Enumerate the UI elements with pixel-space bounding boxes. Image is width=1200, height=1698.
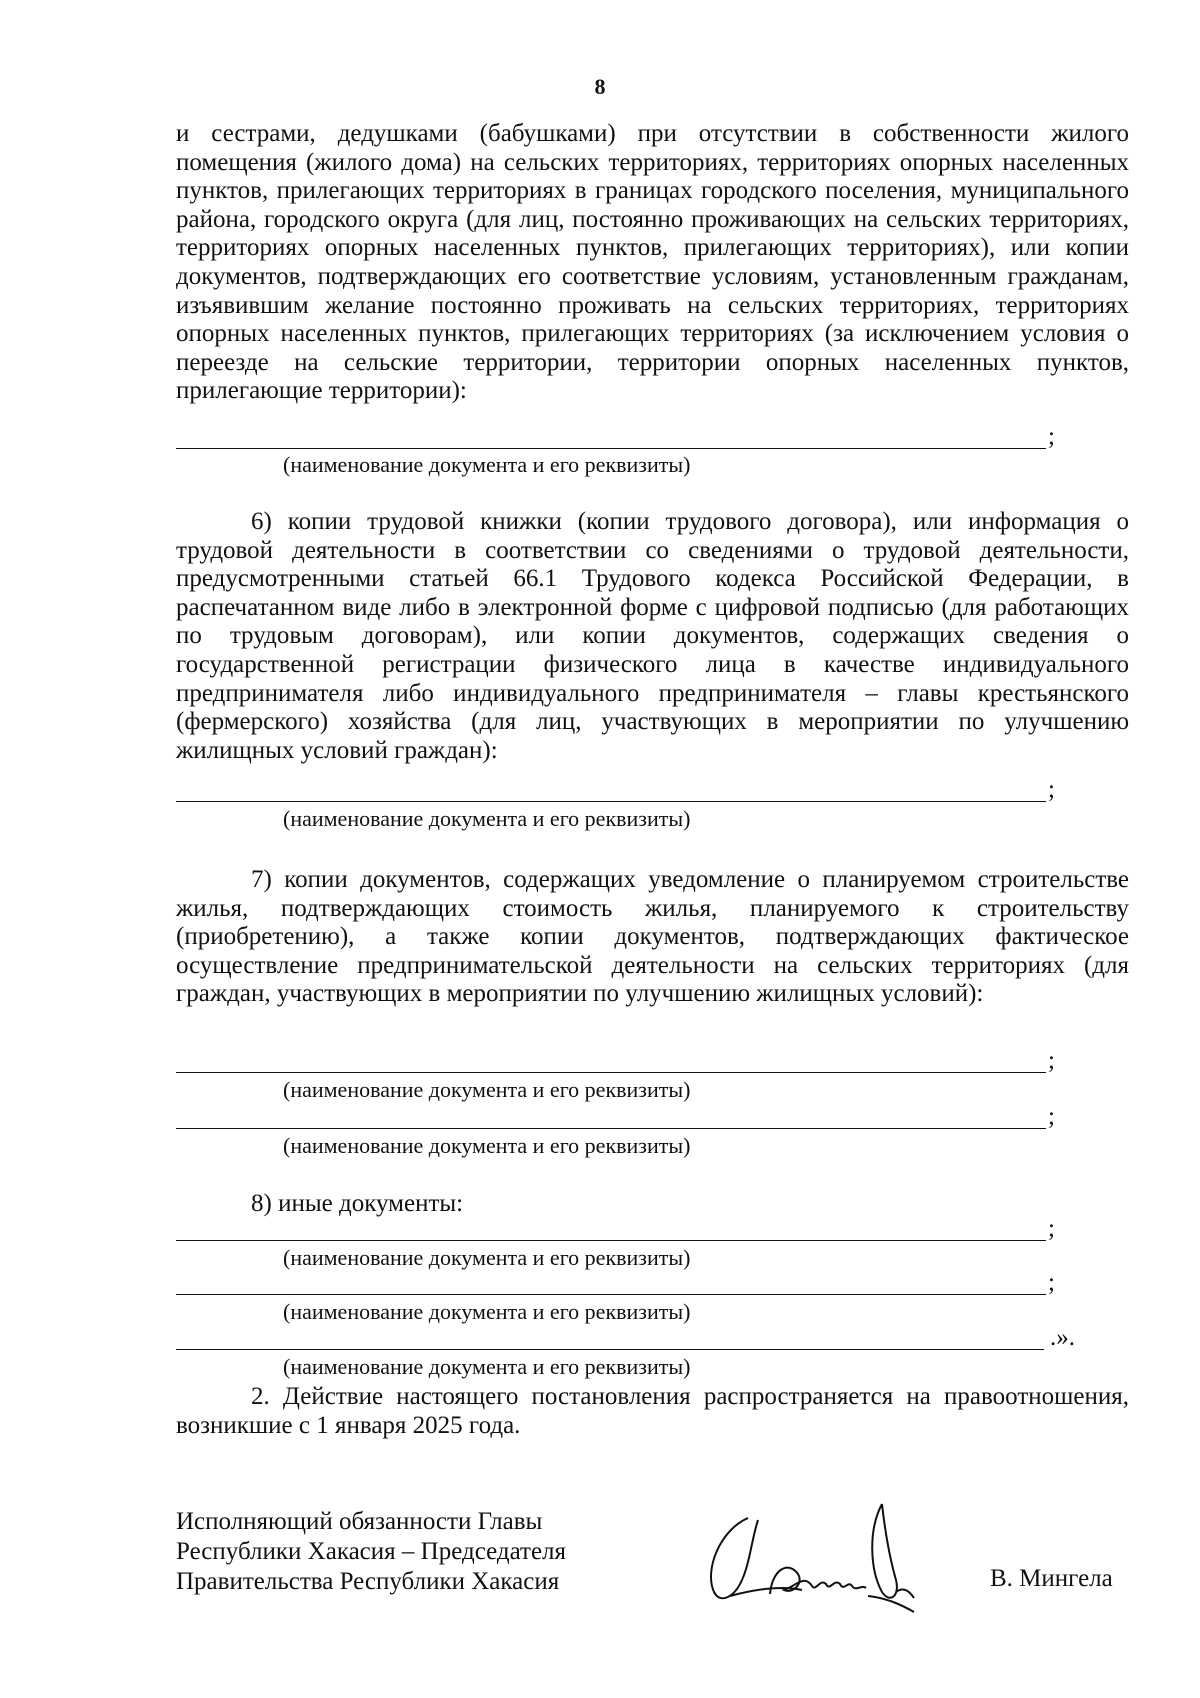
semicolon: ; xyxy=(1048,1103,1055,1130)
paragraph-text: 6) копии трудовой книжки (копии трудового договора), или информация о трудовой деятельности в соответствии со сведениями о трудовой деятельности, предусмотренными статьей 66.1 Трудового кодекса Российской Федерации, в распечатанном виде либо в электронной форме с цифровой подписью (для работающих по трудовым договорам), или копии документов, содержащих сведения о государственной регистрации физического лица в качестве индивидуального предпринимателя либо индивидуального предпринимателя – главы крестьянского (фермерского) хозяйства (для лиц, участвующих в мероприятии по улучшению жилищных условий граждан): xyxy=(176,508,1129,764)
paragraph-item-8 xyxy=(176,1190,1129,1219)
paragraph-text: и сестрами, дедушками (бабушками) при отсутствии в собственности жилого помещения (жилого дома) на сельских территориях, территориях опорных населенных пунктов, прилегающих территориях в границах городского поселения, муниципального района, городского округа (для лиц, постоянно проживающих на сельских территориях, территориях опорных населенных пунктов, прилегающих территориях), или копии документов, подтверждающих его соответствие условиям, установленным гражданам, изъявившим желание постоянно проживать на сельских территориях, территориях опорных населенных пунктов, прилегающих территориях (за исключением условия о переезде на сельские территории, территории опорных населенных пунктов, прилегающие территории): xyxy=(176,120,1129,405)
field-caption: (наименование документа и его реквизиты) xyxy=(283,1133,691,1158)
field-caption: (наименование документа и его реквизиты) xyxy=(283,1245,691,1270)
semicolon: ; xyxy=(1048,1047,1055,1074)
field-caption: (наименование документа и его реквизиты) xyxy=(283,1299,691,1324)
position-line: Исполняющий обязанности Главы xyxy=(176,1508,543,1535)
fill-line xyxy=(176,1294,1046,1295)
signatory-name: В. Мингела xyxy=(990,1565,1113,1592)
handwritten-signature xyxy=(700,1500,930,1615)
semicolon: ; xyxy=(1048,1269,1055,1296)
paragraph-text: 8) иные документы: xyxy=(251,1190,464,1217)
position-line: Правительства Республики Хакасия xyxy=(176,1568,560,1595)
page-number: 8 xyxy=(594,74,606,99)
fill-line xyxy=(176,801,1046,802)
fill-line xyxy=(176,448,1046,449)
fill-line xyxy=(176,1349,1044,1350)
fill-line xyxy=(176,1240,1046,1241)
signatory-position xyxy=(176,1507,566,1597)
fill-line xyxy=(176,1128,1046,1129)
field-caption: (наименование документа и его реквизиты) xyxy=(283,452,691,477)
paragraph-item-6 xyxy=(176,508,1129,765)
field-caption: (наименование документа и его реквизиты) xyxy=(283,1077,691,1102)
field-caption: (наименование документа и его реквизиты) xyxy=(283,1354,691,1379)
paragraph-continuation xyxy=(176,120,1129,406)
paragraph-item-7 xyxy=(176,866,1129,1009)
semicolon: ; xyxy=(1048,1215,1055,1242)
semicolon: ; xyxy=(1048,776,1055,803)
paragraph-text: 2. Действие настоящего постановления распространяется на правоотношения, возникшие с 1 января 2025 года. xyxy=(176,1383,1129,1439)
fill-line xyxy=(176,1072,1046,1073)
closing-mark: .». xyxy=(1050,1324,1075,1351)
paragraph-text: 7) копии документов, содержащих уведомление о планируемом строительстве жилья, подтверждающих стоимость жилья, планируемого к строительству (приобретению), а также копии документов, подтверждающих фактическое осуществление предпринимательской деятельности на сельских территориях (для граждан, участвующих в мероприятии по улучшению жилищных условий): xyxy=(176,866,1129,1008)
position-line: Республики Хакасия – Председателя xyxy=(176,1538,567,1565)
semicolon: ; xyxy=(1048,423,1055,450)
field-caption: (наименование документа и его реквизиты) xyxy=(283,806,691,831)
paragraph-item-2 xyxy=(176,1383,1129,1440)
